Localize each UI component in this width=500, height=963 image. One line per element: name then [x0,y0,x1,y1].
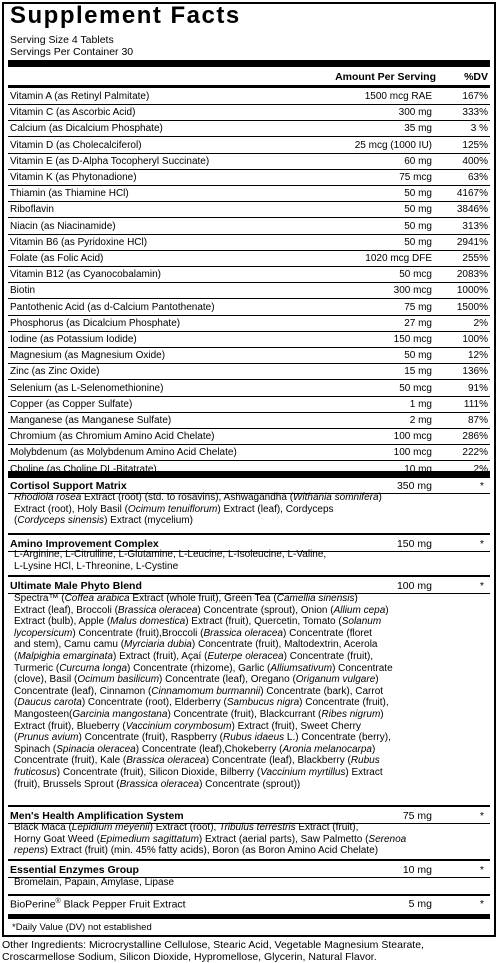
nutrient-amount: 50 mg [404,188,432,200]
nutrient-name: Folate (as Folic Acid) [10,253,104,264]
nutrient-name: Zinc (as Zinc Oxide) [10,366,100,378]
blend-amount: 350 mg [396,480,432,492]
nutrient-dv: 222% [462,447,488,459]
nutrient-dv: 333% [462,107,488,119]
nutrient-dv: 125% [462,139,488,151]
nutrient-dv: 400% [462,155,488,167]
blend-name: Cortisol Support Matrix [10,480,127,492]
nutrient-amount: 35 mg [404,123,432,135]
blend-divider [8,533,490,535]
nutrient-row [8,185,490,202]
nutrient-amount: 150 mcg [393,334,432,345]
blend-dv-asterisk: * [479,580,484,592]
nutrient-name: Phosphorus (as Dicalcium Phosphate) [10,317,181,329]
nutrient-name: Biotin [10,285,36,297]
servings-per-container: Servings Per Container 30 [10,46,134,58]
nutrient-name: Manganese (as Manganese Sulfate) [10,415,172,426]
bioperine-amount: 5 mg [408,898,432,910]
nutrient-row [8,201,490,218]
nutrient-row [8,250,490,267]
nutrient-dv: 1000% [456,285,488,297]
nutrient-name: Magnesium (as Magnesium Oxide) [10,350,166,362]
nutrient-amount: 50 mcg [399,269,432,281]
blend-amount: 150 mg [396,538,432,550]
nutrient-row [8,363,490,380]
blend-amount: 75 mg [402,810,432,822]
nutrient-row [8,153,490,170]
nutrient-row [8,120,490,137]
dv-footnote: *Daily Value (DV) not established [12,922,152,933]
nutrient-amount: 75 mcg [399,172,432,183]
nutrient-dv: 87% [467,415,488,426]
nutrient-row [8,299,490,316]
nutrient-amount: 10 mg [404,463,432,475]
nutrient-name: Copper (as Copper Sulfate) [10,398,133,410]
nutrient-dv: 1500% [456,301,488,313]
nutrient-row [8,88,490,105]
nutrient-dv: 4167% [456,188,488,200]
nutrient-row [8,331,490,348]
thick-divider-middle [8,471,490,478]
blend-dv-asterisk: * [479,864,484,876]
nutrient-name: Vitamin A (as Retinyl Palmitate) [10,91,150,102]
nutrient-name: Vitamin K (as Phytonadione) [10,172,137,183]
nutrient-name: Vitamin E (as D-Alpha Tocopheryl Succinate) [10,155,210,167]
nutrient-amount: 1 mg [409,398,432,410]
nutrient-name: Vitamin B6 (as Pyridoxine HCl) [10,236,148,248]
nutrient-amount: 100 mcg [393,431,432,443]
nutrient-amount: 2 mg [409,415,432,426]
nutrient-amount: 25 mcg (1000 IU) [354,139,432,151]
nutrient-dv: 111% [463,398,488,410]
nutrient-dv: 286% [462,431,488,443]
blend-ingredients: Black Maca (Lepidium meyenii) Extract (root), Tribulus terrestris Extract (fruit), Horny Goat Weed (Epimedium sagittatum) Extract (aerial parts), Saw Palmetto (Serenoa repens) Extract (fruit) (min. 45% fatty acids), Boron (as Boron Amino Acid Chelate) [14,822,407,857]
nutrient-amount: 75 mg [404,301,432,313]
nutrient-dv: 313% [462,220,488,232]
nutrient-amount: 60 mg [404,155,432,167]
nutrient-row [8,412,490,429]
nutrient-dv: 100% [462,334,488,345]
nutrient-dv: 255% [462,253,488,264]
blend-name: Amino Improvement Complex [10,538,159,550]
blend-ingredients: Bromelain, Papain, Amylase, Lipase [14,877,175,888]
blend-divider [8,575,490,577]
nutrient-row [8,396,490,413]
bioperine-row [8,896,490,914]
dv-header: %DV [464,71,488,83]
nutrient-row [8,137,490,154]
nutrient-name: Choline (as Choline DL-Bitatrate) [10,463,157,475]
blend-dv-asterisk: * [479,480,484,492]
nutrient-name: Vitamin B12 (as Cyanocobalamin) [10,269,162,281]
nutrient-dv: 3 % [470,123,488,135]
nutrient-amount: 50 mg [404,236,432,248]
blend-divider [8,859,490,861]
nutrient-dv: 2941% [456,236,488,248]
bioperine-dv-asterisk: * [479,898,484,910]
nutrient-amount: 50 mcg [399,382,432,394]
blend-ingredients: Rhodiola rosea Extract (root) (std. to rosavins), Ashwagandha (Withania somnifera) Extract (root), Holy Basil (Ocimum tenuiflorum) Extract (leaf), Cordyceps (Cordyceps sinensis) Extract (mycelium) [14,492,382,527]
nutrient-name: Niacin (as Niacinamide) [10,220,116,232]
blend-divider [8,805,490,807]
nutrient-amount: 50 mg [404,204,432,216]
nutrient-row [8,444,490,461]
nutrient-dv: 91% [467,382,488,394]
nutrient-dv: 63% [467,172,488,183]
nutrient-dv: 136% [462,366,488,378]
nutrient-row [8,218,490,235]
nutrient-amount: 300 mcg [393,285,432,297]
nutrient-amount: 1020 mcg DFE [365,253,432,264]
thick-divider-top [8,60,490,67]
blend-amount: 100 mg [396,580,432,592]
nutrient-name: Calcium (as Dicalcium Phosphate) [10,123,163,135]
nutrient-row [8,234,490,251]
blend-dv-asterisk: * [479,538,484,550]
nutrient-row [8,380,490,397]
thick-divider-bottom [8,914,490,919]
panel-title: Supplement Facts [10,2,241,29]
nutrient-name: Thiamin (as Thiamine HCl) [10,188,129,200]
bioperine-name: BioPerine® Black Pepper Fruit Extract [10,898,186,911]
nutrient-row [8,104,490,121]
blend-ingredients: L-Arginine, L-Citrulline, L-Glutamine, L-Leucine, L-Isoleucine, L-Valine, L-Lysine HCl, L-Threonine, L-Cystine [14,549,327,572]
nutrient-row [8,347,490,364]
nutrient-dv: 167% [462,91,488,102]
blend-name: Men's Health Amplification System [10,810,184,822]
nutrient-row [8,315,490,332]
nutrient-name: Iodine (as Potassium Iodide) [10,334,137,345]
nutrient-amount: 27 mg [404,317,432,329]
nutrient-dv: 2% [473,463,488,475]
nutrient-row [8,282,490,299]
nutrient-name: Riboflavin [10,204,54,216]
supplement-facts-panel [2,2,496,937]
nutrient-amount: 100 mcg [393,447,432,459]
nutrient-dv: 12% [467,350,488,362]
amount-per-serving-header: Amount Per Serving [335,71,436,83]
nutrient-amount: 50 mg [404,220,432,232]
nutrient-name: Molybdenum (as Molybdenum Amino Acid Chelate) [10,447,237,459]
nutrient-dv: 2% [473,317,488,329]
nutrient-amount: 50 mg [404,350,432,362]
nutrient-dv: 2083% [456,269,488,281]
blend-name: Ultimate Male Phyto Blend [10,580,142,592]
blend-ingredients: Spectra™ (Coffea arabica Extract (whole fruit), Green Tea (Camellia sinensis) Extract (leaf), Broccoli (Brassica oleracea) Concentrate (sprout), Onion (Allium cepa) Extract (bulb), Apple (Malus domestica) Extract (fruit), Quercetin, Tomato (Solanum lycopersicum) Concentrate (fruit),Broccoli (Brassica oleracea) Concentrate (floret and stem), Camu camu (Myrciaria dubia) Concentrate (fruit), Maltodextrin, Acerola (Malpighia emarginata) Extract (fruit), Açaí (Euterpe oleracea) Concentrate (fruit), Turmeric (Curcuma longa) Concentrate (rhizome), Garlic (Alliumsativum) Concentrate (clove), Basil (Ocimum basilicum) Concentrate (leaf), Oregano (Origanum vulgare) Concentrate (leaf), Cinnamon (Cinnamomum burmannii) Concentrate (bark), Carrot (Daucus carota) Concentrate (root), Elderberry (Sambucus nigra) Concentrate (fruit), Mangosteen(Garcinia mangostana) Concentrate (fruit), Blackcurrant (Ribes nigrum) Extract (fruit), Blueberry (Vaccinium corymbosum) Extract (fruit), Sweet Cherry (Prunus avium) Concentrate (fruit), Raspberry (Rubus idaeus L.) Concentrate (berry), Spinach (Spinacia oleracea) Concentrate (leaf),Chokeberry (Aronia melanocarpa) Concentrate (fruit), Kale (Brassica oleracea) Concentrate (leaf), Blackberry (Rubus fruticosus) Concentrate (fruit), Silicon Dioxide, Bilberry (Vaccinium myrtillus) Extract (fruit), Brussels Sprout (Brassica oleracea) Concentrate (sprout)) [14,593,393,790]
nutrient-name: Vitamin D (as Cholecalciferol) [10,139,142,151]
nutrient-name: Pantothenic Acid (as d-Calcium Pantothenate) [10,301,215,313]
nutrient-dv: 3846% [456,204,488,216]
nutrient-row [8,266,490,283]
nutrient-row [8,428,490,445]
serving-size: Serving Size 4 Tablets [10,34,114,46]
nutrient-amount: 300 mg [398,107,432,119]
nutrient-row [8,169,490,186]
nutrient-name: Selenium (as L-Selenomethionine) [10,382,164,394]
nutrient-name: Vitamin C (as Ascorbic Acid) [10,107,136,119]
blend-dv-asterisk: * [479,810,484,822]
other-ingredients: Other Ingredients: Microcrystalline Cellulose, Stearic Acid, Vegetable Magnesium Stearate, Croscarmellose Sodium, Silicon Dioxide, Hypromellose, Glycerin, Natural Flavor. [2,939,424,963]
nutrient-amount: 15 mg [404,366,432,378]
nutrient-amount: 1500 mcg RAE [364,91,432,102]
blend-name: Essential Enzymes Group [10,864,139,876]
nutrient-name: Chromium (as Chromium Amino Acid Chelate) [10,431,215,443]
blend-amount: 10 mg [402,864,432,876]
